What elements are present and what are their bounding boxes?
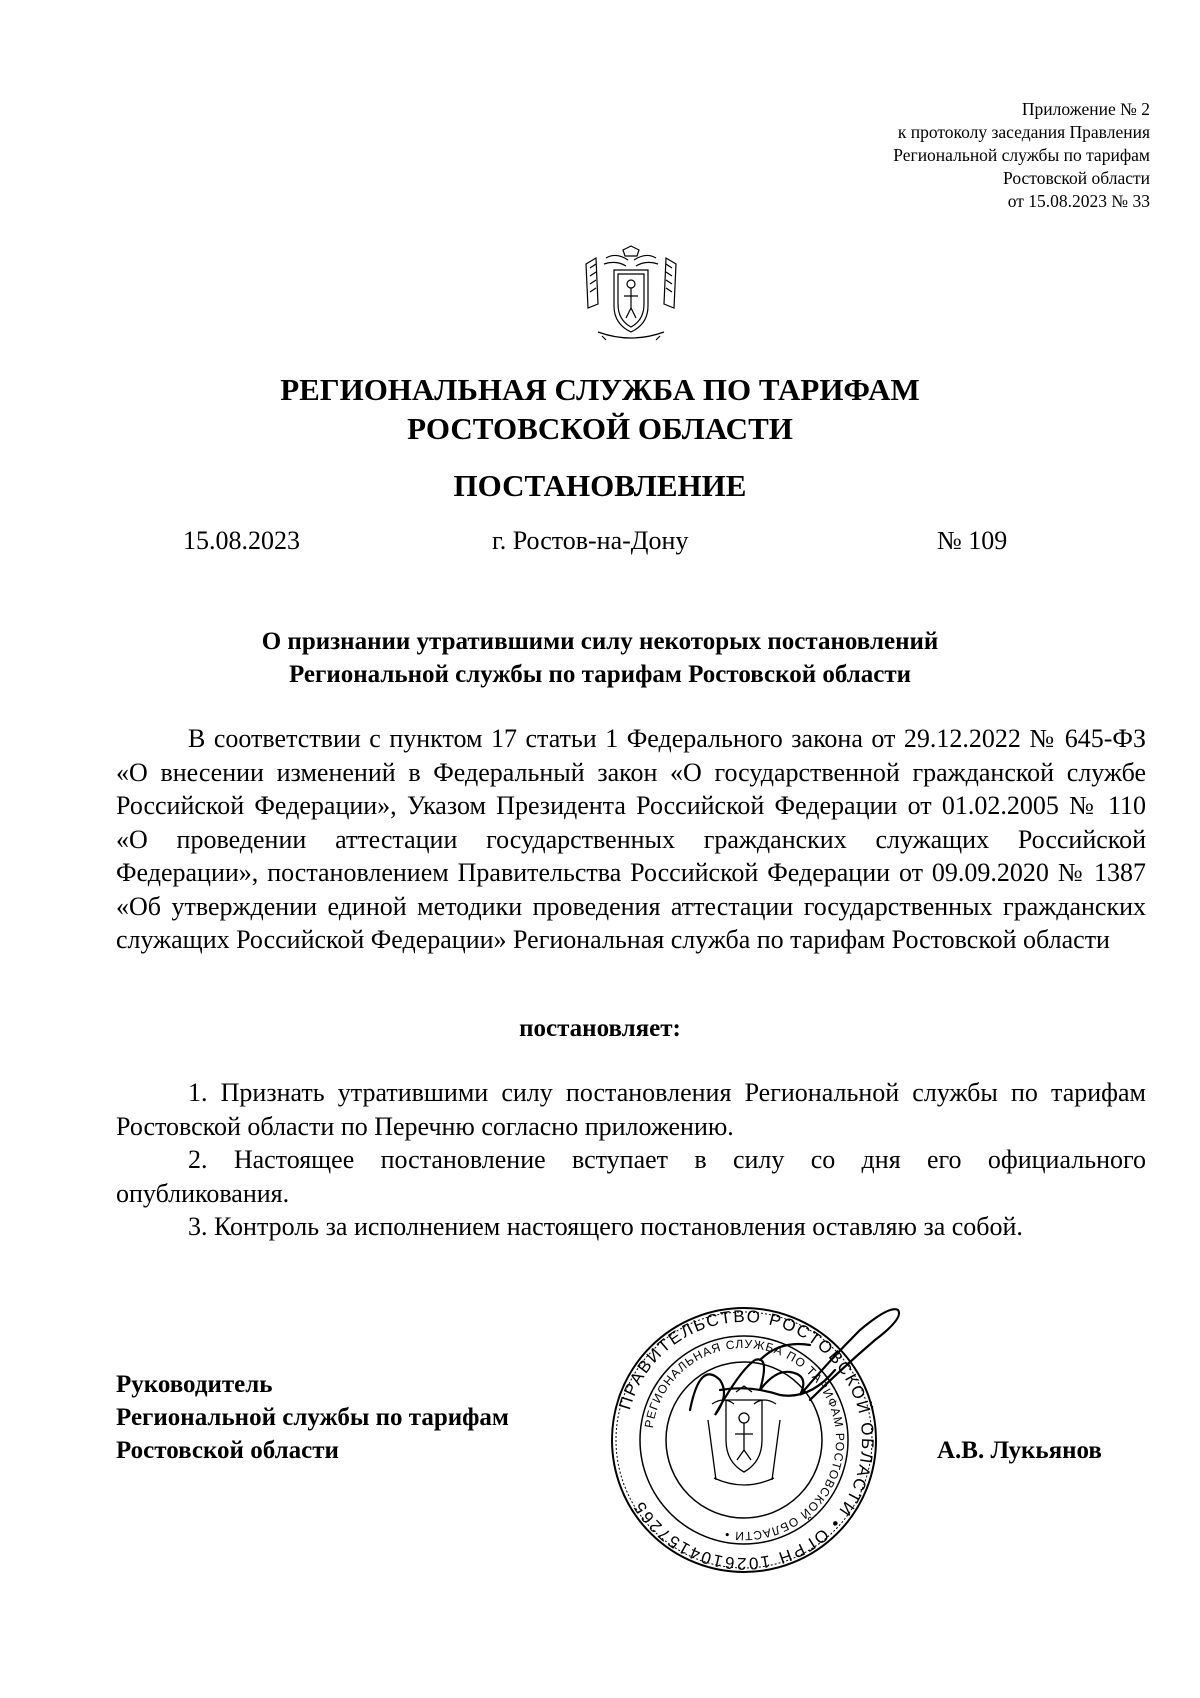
document-city: г. Ростов-на-Дону [492,526,689,555]
svg-text:РЕГИОНАЛЬНАЯ СЛУЖБА ПО ТАРИФАМ: РЕГИОНАЛЬНАЯ СЛУЖБА ПО ТАРИФАМ РОСТОВСКОЙ ОБЛАСТИ • [641,1336,848,1544]
signatory-title-line: Ростовской области [116,1437,339,1464]
handwritten-signature-icon [660,1300,910,1440]
coat-of-arms-icon [576,244,686,344]
decree-item: 2. Настоящее постановление вступает в силу со дня его официального опубликования. [116,1145,1146,1208]
decree-word: постановляет: [519,1015,681,1042]
decree-item: 1. Признать утратившими силу постановления Региональной службы по тарифам Ростовской области по Перечню согласно приложению. [116,1078,1146,1141]
document-number: № 109 [937,526,1008,555]
appendix-line: Ростовской области [1003,168,1150,188]
signatory-title-line: Региональной службы по тарифам [116,1404,509,1431]
decree-items [116,1076,1146,1244]
signatory-title [116,1368,509,1467]
signatory-name: А.В. Лукьянов [937,1437,1102,1464]
document-subject [0,625,1200,691]
organization-title-line: РОСТОВСКОЙ ОБЛАСТИ [407,411,793,446]
subject-line: О признании утратившими силу некоторых постановлений [261,628,939,655]
signatory-title-line: Руководитель [116,1371,273,1398]
decree-item: 3. Контроль за исполнением настоящего постановления оставляю за собой. [188,1212,1023,1241]
appendix-note [730,98,1150,213]
appendix-line: к протоколу заседания Правления [897,122,1150,142]
organization-title-line: РЕГИОНАЛЬНАЯ СЛУЖБА ПО ТАРИФАМ [280,372,920,407]
organization-title [0,370,1200,448]
document-date: 15.08.2023 [183,526,300,555]
appendix-line: от 15.08.2023 № 33 [1007,191,1150,211]
preamble-paragraph: В соответствии с пунктом 17 статьи 1 Федерального закона от 29.12.2022 № 645-ФЗ «О внесении изменений в Федеральный закон «О государственной гражданской службе Российской Федерации», Указом Президента Российской Федерации от 01.02.2005 № 110 «О проведении аттестации государственных гражданских служащих Российской Федерации», постановлением Правительства Российской Федерации от 09.09.2020 № 1387 «Об утверждении единой методики проведения аттестации государственных гражданских служащих Российской Федерации» Региональная служба по тарифам Ростовской области [116,724,1146,954]
svg-text:ПРАВИТЕЛЬСТВО РОСТОВСКОЙ ОБЛАС: ПРАВИТЕЛЬСТВО РОСТОВСКОЙ ОБЛАСТИ • ОГРН 1026104157265 [615,1306,878,1574]
appendix-line: Региональной службы по тарифам [893,145,1150,165]
subject-line: Региональной службы по тарифам Ростовской области [288,661,912,688]
preamble [116,722,1146,957]
appendix-line: Приложение № 2 [1021,99,1150,119]
document-type: ПОСТАНОВЛЕНИЕ [453,468,747,503]
